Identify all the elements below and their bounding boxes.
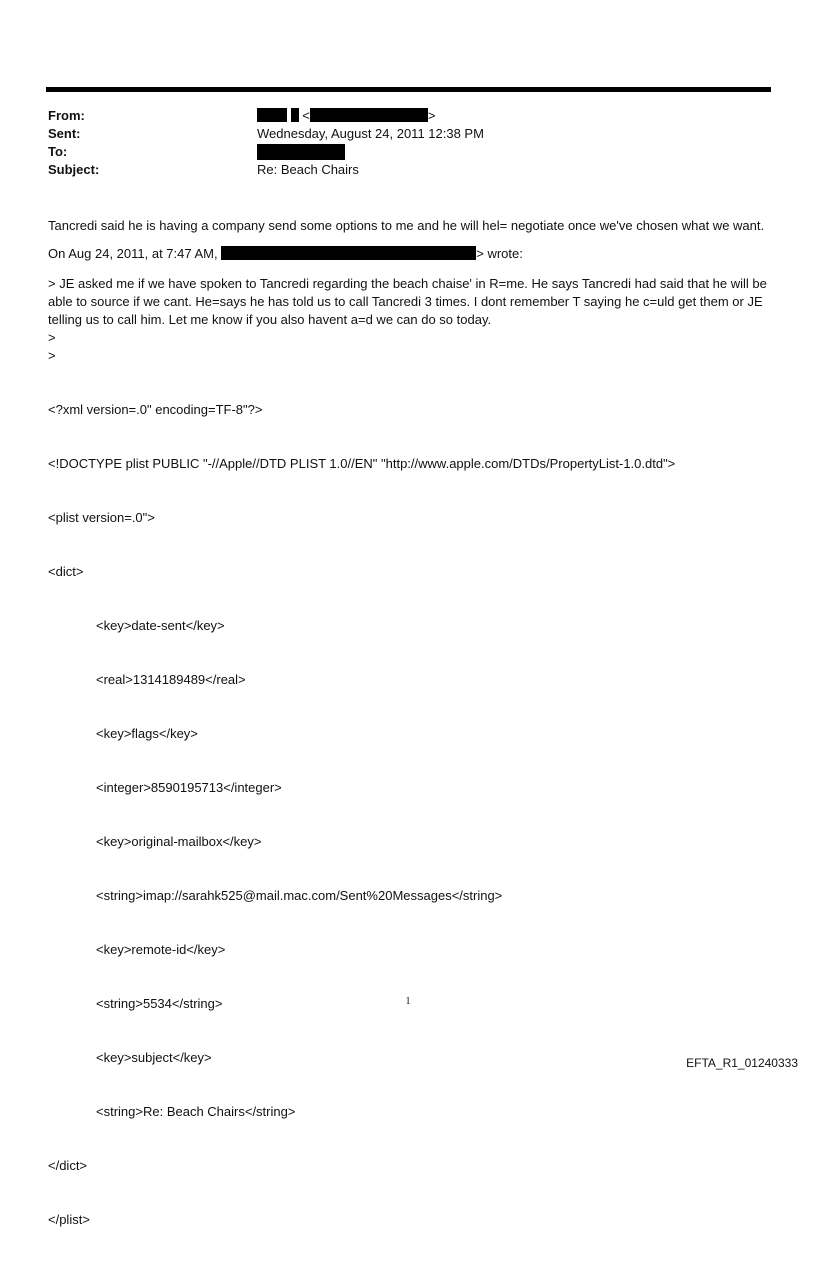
redaction-bar	[310, 108, 428, 122]
xml-line: <key>subject</key>	[96, 1050, 212, 1065]
sent-label: Sent:	[48, 126, 81, 141]
subject-label: Subject:	[48, 162, 100, 177]
quote-marker: >	[48, 348, 56, 363]
from-label: From:	[48, 108, 85, 123]
xml-line: <key>flags</key>	[96, 726, 198, 741]
xml-line: <string>5534</string>	[96, 996, 223, 1011]
xml-line: <key>remote-id</key>	[96, 942, 226, 957]
xml-line: <string>imap://sarahk525@mail.mac.com/Sent%20Messages</string>	[96, 888, 503, 903]
xml-line: <real>1314189489</real>	[96, 672, 246, 687]
xml-line: <string>Re: Beach Chairs</string>	[96, 1104, 296, 1119]
email-body	[48, 217, 773, 1265]
xml-line: <key>date-sent</key>	[96, 618, 225, 633]
xml-line: </plist>	[48, 1212, 90, 1227]
to-value	[257, 144, 345, 161]
to-row	[48, 144, 748, 162]
xml-line: <?xml version=.0" encoding=TF-8"?>	[48, 402, 263, 417]
page-number: 1	[405, 996, 411, 1007]
xml-line: <dict>	[48, 564, 84, 579]
redaction-bar	[221, 246, 476, 260]
attribution-prefix: On Aug 24, 2011, at 7:47 AM,	[48, 246, 218, 261]
header-rule	[46, 87, 771, 92]
attribution-suffix: > wrote:	[476, 246, 523, 261]
quote-attribution	[48, 245, 773, 263]
from-close-bracket: >	[427, 108, 436, 123]
plist-block	[48, 365, 773, 1265]
reply-paragraph: Tancredi said he is having a company send some options to me and he will hel= negotiate once we've chosen what we want.	[48, 218, 765, 233]
sent-row	[48, 126, 748, 144]
sent-value: Wednesday, August 24, 2011 12:38 PM	[257, 126, 484, 141]
from-open-bracket: <	[302, 108, 310, 123]
subject-value: Re: Beach Chairs	[257, 162, 359, 177]
subject-row	[48, 162, 748, 180]
xml-line: </dict>	[48, 1158, 88, 1173]
email-header	[48, 108, 748, 180]
from-row	[48, 108, 748, 126]
to-label: To:	[48, 144, 68, 159]
quote-marker: >	[48, 330, 56, 345]
redaction-bar	[257, 108, 287, 122]
redaction-bar	[291, 108, 299, 122]
from-value	[257, 108, 435, 123]
bates-number: EFTA_R1_01240333	[686, 1056, 798, 1070]
xml-line: <integer>8590195713</integer>	[96, 780, 282, 795]
redaction-bar	[257, 144, 345, 160]
xml-line: <!DOCTYPE plist PUBLIC "-//Apple//DTD PLIST 1.0//EN" "http://www.apple.com/DTDs/PropertyList-1.0.dtd">	[48, 456, 676, 471]
xml-line: <plist version=.0">	[48, 510, 155, 525]
xml-line: <key>original-mailbox</key>	[96, 834, 262, 849]
quoted-paragraph: > JE asked me if we have spoken to Tancredi regarding the beach chaise' in R=me. He says Tancredi had said that he will be able to source if we cant. He=says he has told us to call Tancredi 3 times. I dont remember T saying he c=uld get them or JE telling us to call him. Let me know if you also havent a=d we can do so today.	[48, 276, 767, 327]
